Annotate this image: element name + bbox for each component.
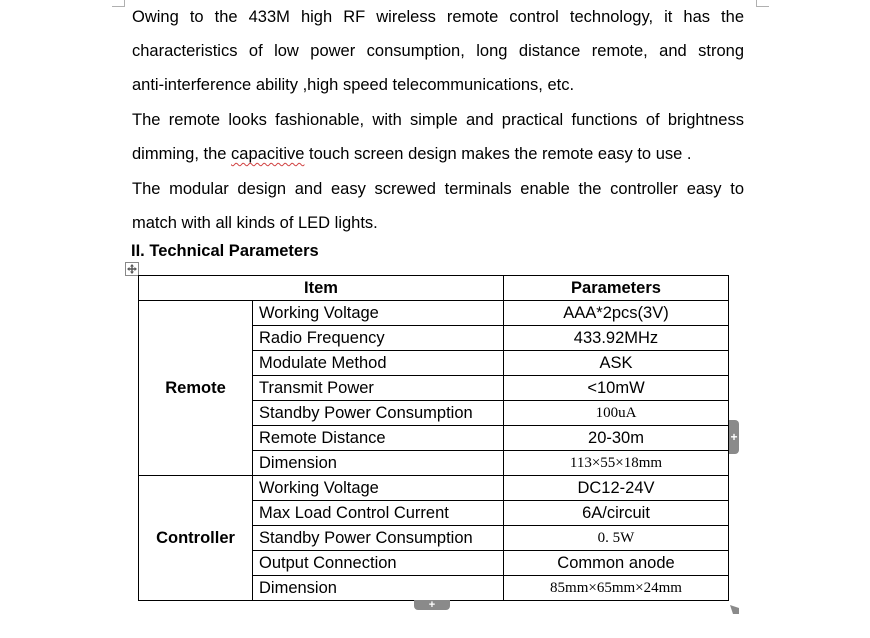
text-line [132, 137, 744, 171]
value-cell: 0. 5W [504, 526, 729, 551]
plus-icon: + [428, 599, 436, 611]
intro-paragraph [132, 0, 744, 102]
item-cell: Dimension [253, 576, 504, 601]
value-cell: 433.92MHz [504, 326, 729, 351]
text-line: The remote looks fashionable, with simple and practical functions of brightness [132, 111, 744, 129]
item-cell: Working Voltage [253, 476, 504, 501]
table-move-handle-icon[interactable] [125, 262, 139, 276]
item-cell: Dimension [253, 451, 504, 476]
value-cell: 6A/circuit [504, 501, 729, 526]
value-cell: ASK [504, 351, 729, 376]
page-corner-mark-right [756, 0, 769, 7]
table-row [139, 301, 729, 326]
header-parameters: Parameters [504, 276, 729, 301]
item-cell: Remote Distance [253, 426, 504, 451]
page-corner-mark-left [112, 0, 125, 7]
item-cell: Modulate Method [253, 351, 504, 376]
section-title: II. Technical Parameters [131, 242, 319, 260]
value-cell: DC12-24V [504, 476, 729, 501]
item-cell: Working Voltage [253, 301, 504, 326]
group-label-controller: Controller [139, 476, 253, 601]
value-cell: 113×55×18mm [504, 451, 729, 476]
add-row-button[interactable] [414, 600, 450, 610]
item-cell: Max Load Control Current [253, 501, 504, 526]
value-cell: 100uA [504, 401, 729, 426]
text-line: anti-interference ability ,high speed telecommunications, etc. [132, 76, 575, 94]
table-header-row [139, 276, 729, 301]
group-label-remote: Remote [139, 301, 253, 476]
text-fragment: dimming, the [132, 145, 232, 163]
item-cell: Standby Power Consumption [253, 526, 504, 551]
text-line: The modular design and easy screwed terminals enable the controller easy to [132, 180, 744, 198]
item-cell: Transmit Power [253, 376, 504, 401]
item-cell: Radio Frequency [253, 326, 504, 351]
text-fragment: touch screen design makes the remote easy to use . [304, 145, 692, 163]
value-cell: 85mm×65mm×24mm [504, 576, 729, 601]
item-cell: Standby Power Consumption [253, 401, 504, 426]
value-cell: 20-30m [504, 426, 729, 451]
value-cell: AAA*2pcs(3V) [504, 301, 729, 326]
technical-parameters-table [138, 275, 729, 601]
text-line: Owing to the 433M high RF wireless remote control technology, it has the [132, 8, 744, 26]
table-resize-handle-icon[interactable] [730, 601, 739, 610]
value-cell: <10mW [504, 376, 729, 401]
text-line: characteristics of low power consumption, long distance remote, and strong [132, 42, 744, 60]
spellcheck-word[interactable]: capacitive [231, 145, 305, 163]
value-cell: Common anode [504, 551, 729, 576]
table-row [139, 476, 729, 501]
add-column-button[interactable] [729, 420, 739, 454]
plus-icon: + [730, 430, 738, 444]
modular-paragraph [132, 172, 744, 240]
remote-paragraph [132, 103, 744, 171]
item-cell: Output Connection [253, 551, 504, 576]
header-item: Item [139, 276, 504, 301]
text-line: match with all kinds of LED lights. [132, 214, 378, 232]
